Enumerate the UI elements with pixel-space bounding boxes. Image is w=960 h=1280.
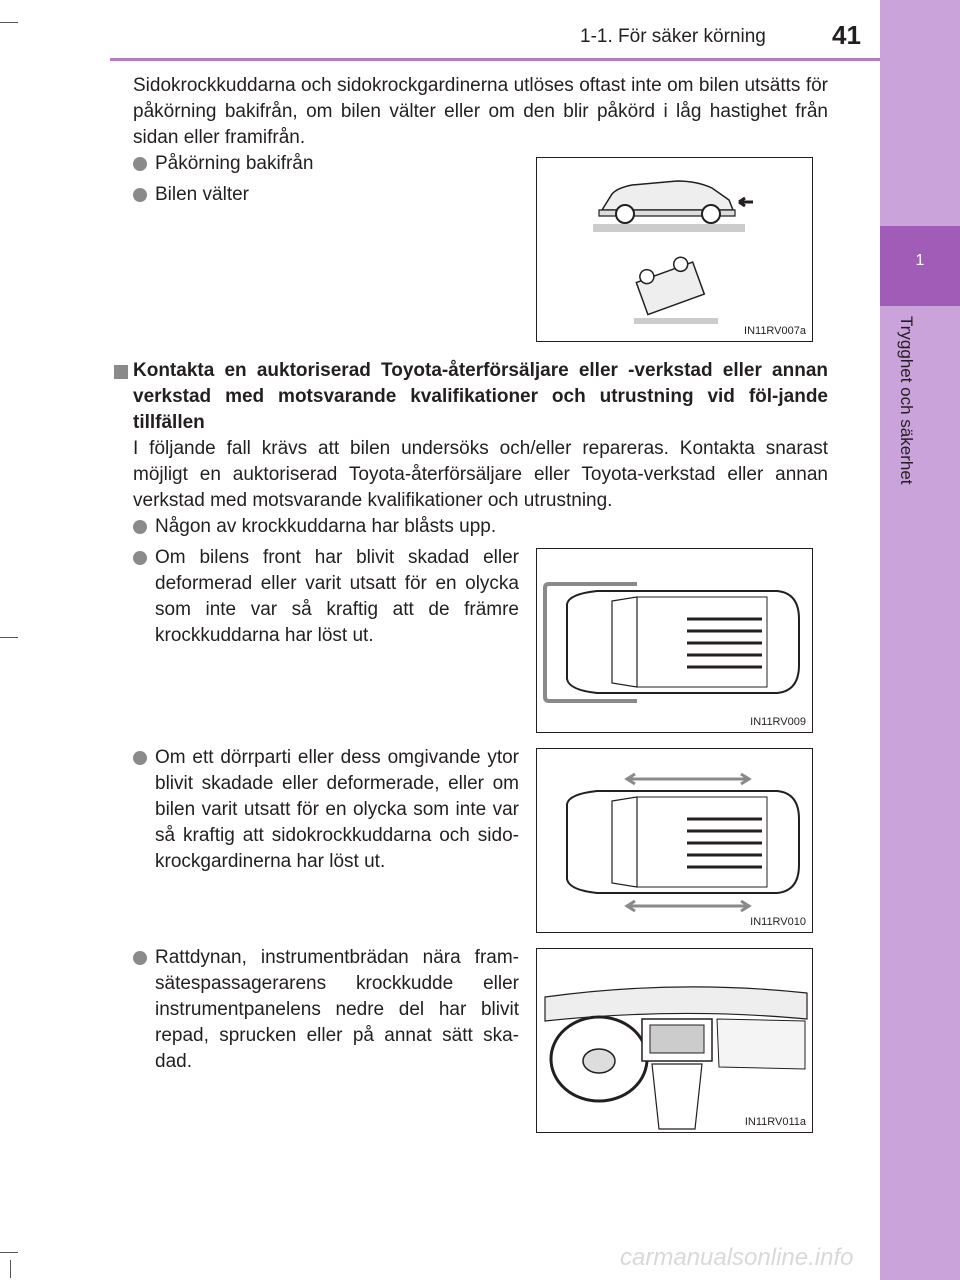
chapter-number: 1 [915,252,925,269]
list-item-text: Om bilens front har blivit skadad eller deformerad eller varit utsatt för en olycka som inte var så kraftig att de främre krockkuddarna har löst ut. [155,547,519,646]
intro-paragraph: Sidokrockkuddarna och sidokrockgardinerna utlöses oftast inte om bilen utsätts för påkörning bakifrån, om bilen välter eller om den blir påkörd i låg hastighet från sidan eller framifrån. [133,75,828,148]
bullet-dot-icon [133,551,147,565]
chapter-label [897,316,936,516]
bullet-dot-icon [133,951,147,965]
list-item [133,151,513,177]
list-item [133,545,519,649]
list-item [133,945,519,1075]
section-heading: Kontakta en auktoriserad Toyota-återförsäljare eller -verkstad eller annan verkstad med motsvarande kvalifikationer och utrustning vid föl-jande tillfällen [133,360,828,433]
heading-marker-icon [114,365,128,379]
list-item [133,745,519,875]
list-item-text: Bilen välter [155,184,249,205]
dashboard-illustration [537,949,814,1134]
list-item-text: Om ett dörrparti eller dess omgivande ytor blivit skadade eller deformerade, eller om bilen varit utsatt för en olycka som inte var så kraftig att sidokrockkuddarna och sido-krockgardinerna har löst ut. [155,747,519,872]
figure-door-damage [536,748,813,933]
crop-mark [10,1260,11,1278]
figure-code: IN11RV011a [744,1116,806,1128]
header-rule [110,58,880,61]
figure-dashboard [536,948,813,1133]
crop-mark [0,637,18,638]
bullet-dot-icon [133,520,147,534]
list-item-text: Rattdynan, instrumentbrädan nära fram-sätespassagerarens krockkudde eller instrumentpanelens nedre del har blivit repad, sprucken eller på annat sätt ska-dad. [155,947,519,1072]
figure-rear-impact-rollover [536,157,813,342]
list-item-text: Någon av krockkuddarna har blåsts upp. [155,516,497,537]
side-tab-background [880,0,960,226]
section-body: I följande fall krävs att bilen undersöks och/eller repareras. Kontakta snarast möjligt en auktoriserad Toyota-återförsäljare eller Toyota-verkstad eller annan verkstad med motsvarande kvalifikationer och utrustning. [133,438,828,511]
crop-mark [0,1252,18,1253]
bullet-dot-icon [133,188,147,202]
figure-code: IN11RV010 [750,916,806,928]
chapter-label-text: Trygghet och säkerhet [897,316,916,485]
page-number: 41 [832,20,861,50]
bullet-dot-icon [133,751,147,765]
list-item [133,182,513,208]
chapter-tab [880,226,960,306]
section-title: 1-1. För säker körning [580,26,766,47]
car-collision-illustration [537,158,814,343]
bullet-dot-icon [133,157,147,171]
list-item-text: Påkörning bakifrån [155,153,314,174]
crop-mark [0,22,18,23]
list-item [133,514,653,540]
car-top-view-front-illustration [537,549,814,734]
car-top-view-side-illustration [537,749,814,934]
watermark: carmanualsonline.info [620,1244,854,1271]
figure-front-damage [536,548,813,733]
figure-code: IN11RV009 [750,716,806,728]
figure-code: IN11RV007a [744,325,806,337]
